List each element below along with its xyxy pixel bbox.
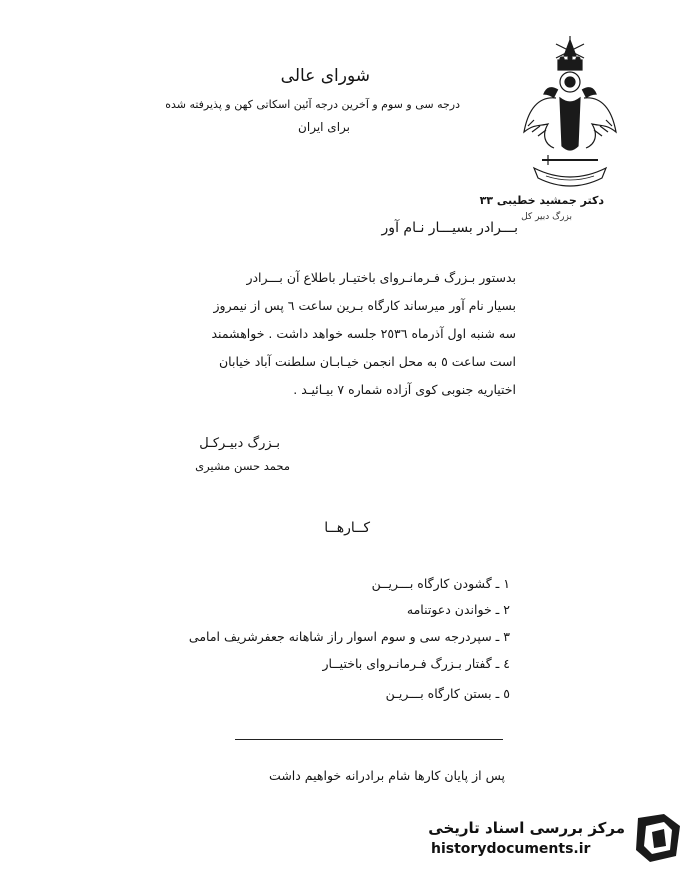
secretary-name: محمد حسن مشیری — [195, 459, 290, 473]
watermark-title: مرکز بررسی اسناد تاریخی — [428, 819, 625, 837]
agenda-item: ٥ ـ بستن کارگاه بـــریـن — [385, 686, 510, 701]
body-line-4: است ساعت ٥ به محل انجمن خیـابـان سلطنت آباد خیابان — [218, 354, 516, 369]
council-title: شورای عالی — [280, 66, 370, 86]
handwritten-signature: دکتر جمشید خطیبی ۳۳ — [479, 194, 604, 207]
watermark-url: historydocuments.ir — [431, 841, 591, 857]
signature-role: بزرگ دبیر کل — [521, 212, 572, 222]
secretary-title: بـزرگ دبیـرکـل — [199, 436, 280, 451]
agenda-item: ۳ ـ سپردرجه سی و سوم اسوار راز شاهانه جعفرشریف امامی — [188, 629, 510, 644]
double-headed-eagle-emblem-icon — [520, 36, 620, 188]
council-subtitle-degree: درجه سی و سوم و آخرین درجه آئین اسکاتی کهن و پذیرفته شده — [165, 98, 460, 111]
body-line-5: اختیاریه جنوبی کوی آزاده شماره ٧ بیـائیـد . — [293, 382, 516, 397]
agenda-item: ۱ ـ گشودن کارگاه بـــریــن — [371, 576, 510, 591]
closing-note: پس از پایان کارها شام برادرانه خواهیم داشت — [269, 768, 505, 783]
agenda-item: ۲ ـ خواندن دعوتنامه — [406, 602, 510, 617]
council-subtitle-country: برای ایران — [298, 120, 350, 134]
body-line-1: بدستور بـزرگ فـرمانـروای باختیـار باطلاع آن بـــرادر — [246, 270, 516, 285]
divider-rule — [235, 739, 503, 740]
body-line-3: سه شنبه اول آذرماه ٢٥٣٦ جلسه خواهد داشت . خواهشمند — [211, 326, 516, 341]
agenda-heading: کــارهــا — [324, 520, 370, 536]
agenda-item: ٤ ـ گفتار بـزرگ فـرمانـروای باختیــار — [322, 656, 510, 671]
body-line-2: بسیار نام آور میرساند کارگاه بـرین ساعت ٦ پس از نیمروز — [213, 298, 516, 313]
archive-logo-icon — [630, 812, 688, 864]
addressee-line: بـــرادر بسیـــار نـام آور — [381, 220, 518, 236]
